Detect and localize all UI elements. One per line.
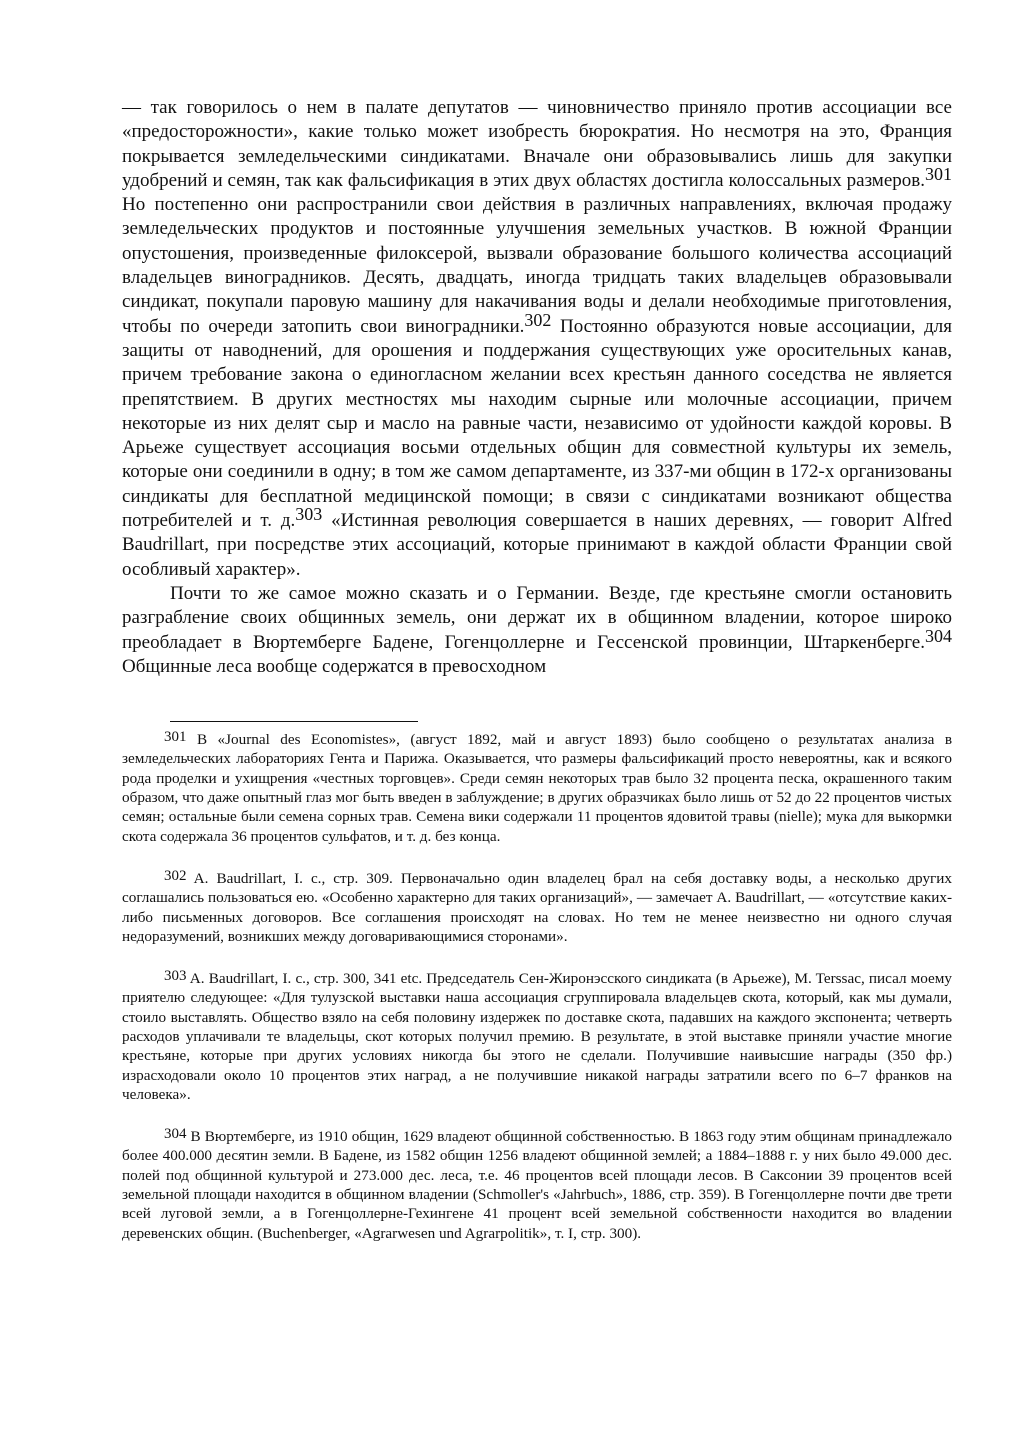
footnote-text: A. Baudrillart, I. c., стр. 300, 341 etc. Председатель Сен-Жиронэсского синдиката (в Арьеже), M. Terssac, писал моему приятелю следующее: «Для тулузской выставки наша ассоциация сгруппировала владельцев скота, который, как мы думали, стоило выставлять. Общество взяло на себя половину издержек по доставке скота, падавших на каждого экспонента; четверть расходов уплачивали те владельцы, скот которых получил премию. В результате, в этой выставке приняли участие многие крестьяне, которые при других условиях никогда бы этого не сделали. Получившие наивысшие награды (350 фр.) израсходовали около 10 процентов этих наград, а не получившие никакой награды затратили всего по 6–7 франков на человека». xyxy=(122,970,952,1103)
document-page xyxy=(122,96,952,1264)
footnote-303 xyxy=(122,967,952,1104)
paragraph-2-part-a: Почти то же самое можно сказать и о Германии. Везде, где крестьяне смогли остановить разграбление своих общинных земель, они держат их в общинном владении, которое широко преобладает в Вюртемберге Бадене, Гогенцоллерне и Гессенской провинции, Штаркенберге. xyxy=(122,582,952,653)
footnote-ref-302[interactable]: 302 xyxy=(524,309,552,330)
paragraph-1-part-c: Постоянно образуются новые ассоциации, для защиты от наводнений, для орошения и поддержания существующих уже оросительных канав, причем требование закона о единогласном желании всех крестьян данного соседства не является препятствием. В других местностях мы находим сырные или молочные ассоциации, причем некоторые из них делят сыр и масло на равные части, независимо от удойности каждой коровы. В Арьеже существует ассоциация восьми отдельных общин для совместной культуры их земель, которые они соединили в одну; в том же самом департаменте, из 337-ми общин в 172-х организованы синдикаты для бесплатной медицинской помощи; в связи с синдикатами возникают общества потребителей и т. д. xyxy=(122,315,952,532)
footnote-text: В «Journal des Economistes», (август 1892, май и август 1893) было сообщено о результатах анализа в земледельческих лабораториях Гента и Парижа. Оказывается, что размеры фальсификаций просто невероятны, как и всякого рода проделки и ухищрения «честных торговцев». Среди семян некоторых трав было 32 процента песка, окрашенного таким образом, что даже опытный глаз мог быть введен в заблуждение; в других образчиках было лишь от 52 до 22 процентов чистых семян; остальные были семена сорных трав. Семена вики содержали 11 процентов ядовитой травы (nielle); мука для выкормки скота содержала 36 процентов сульфатов, и т. д. без конца. xyxy=(122,731,952,845)
footnotes xyxy=(122,728,952,1243)
footnote-text: A. Baudrillart, I. c., стр. 309. Первоначально один владелец брал на себя доставку воды, а несколько других соглашались пользоваться ею. «Особенно характерно для таких организаций», — замечает A. Baudrillart, — «отсутствие каких-либо письменных договоров. Все соглашения происходят на словах. Но тем не менее неизвестно ни одного случая недоразумений, возникших между договаривающимися сторонами». xyxy=(122,869,952,945)
paragraph-1-part-d: «Истинная революция совершается в наших деревнях, — говорит Alfred Baudrillart, при посредстве этих ассоциаций, которые принимают в каждой области Франции свой особливый характер». xyxy=(122,510,953,580)
footnote-302 xyxy=(122,867,952,946)
footnote-number: 302 xyxy=(164,867,187,884)
footnote-ref-303[interactable]: 303 xyxy=(295,504,323,525)
paragraph-1-part-a: — так говорилось о нем в палате депутатов — чиновничество приняло против ассоциации все «предосторожности», какие только может изобресть бюрократия. Но несмотря на это, Франция покрывается земледельческими синдикатами. Вначале они образовывались лишь для закупки удобрений и семян, так как фальсификация в этих двух областях достигла колоссальных размеров. xyxy=(122,97,952,191)
paragraph-2-part-b: Общинные леса вообще содержатся в превосходном xyxy=(122,655,547,677)
footnote-divider xyxy=(170,721,418,722)
footnote-301 xyxy=(122,728,952,846)
footnote-ref-304[interactable]: 304 xyxy=(925,625,952,646)
paragraph-1-part-b: Но постепенно они распространили свои действия в различных направлениях, включая продажу земледельческих продуктов и постоянные улучшения земельных участков. В южной Франции опустошения, произведенные филоксерой, вызвали образование большого количества ассоциаций владельцев виноградников. Десять, двадцать, иногда тридцать таких владельцев образовывали синдикат, покупали паровую машину для накачивания воды и делали необходимые приготовления, чтобы по очереди затопить свои виноградники. xyxy=(122,194,952,337)
main-text xyxy=(122,96,952,679)
footnote-ref-301[interactable]: 301 xyxy=(925,163,952,184)
paragraph-2 xyxy=(122,582,952,679)
footnote-text: В Вюртемберге, из 1910 общин, 1629 владеют общинной собственностью. В 1863 году этим общинам принадлежало более 400.000 десятин земли. В Бадене, из 1582 общин 1256 владеют общинной землей; а 1884–1888 г. у них было 49.000 дес. полей под общинной культурой и 273.000 дес. леса, т.е. 46 процентов всей площади лесов. В Саксонии 39 процентов всей земельной площади находится в общинном владении (Schmoller's «Jahrbuch», 1886, стр. 359). В Гогенцоллерне почти две трети всей луговой земли, а в Гогенцоллерне-Гехингене 41 процент всей земельной собственности находится во владении деревенских общин. (Buchenberger, «Agrarwesen und Agrarpolitik», т. I, стр. 300). xyxy=(122,1128,952,1242)
footnote-number: 301 xyxy=(164,729,187,746)
footnote-304 xyxy=(122,1125,952,1243)
footnote-number: 304 xyxy=(164,1126,187,1143)
paragraph-1 xyxy=(122,96,952,582)
footnote-number: 303 xyxy=(164,968,187,985)
